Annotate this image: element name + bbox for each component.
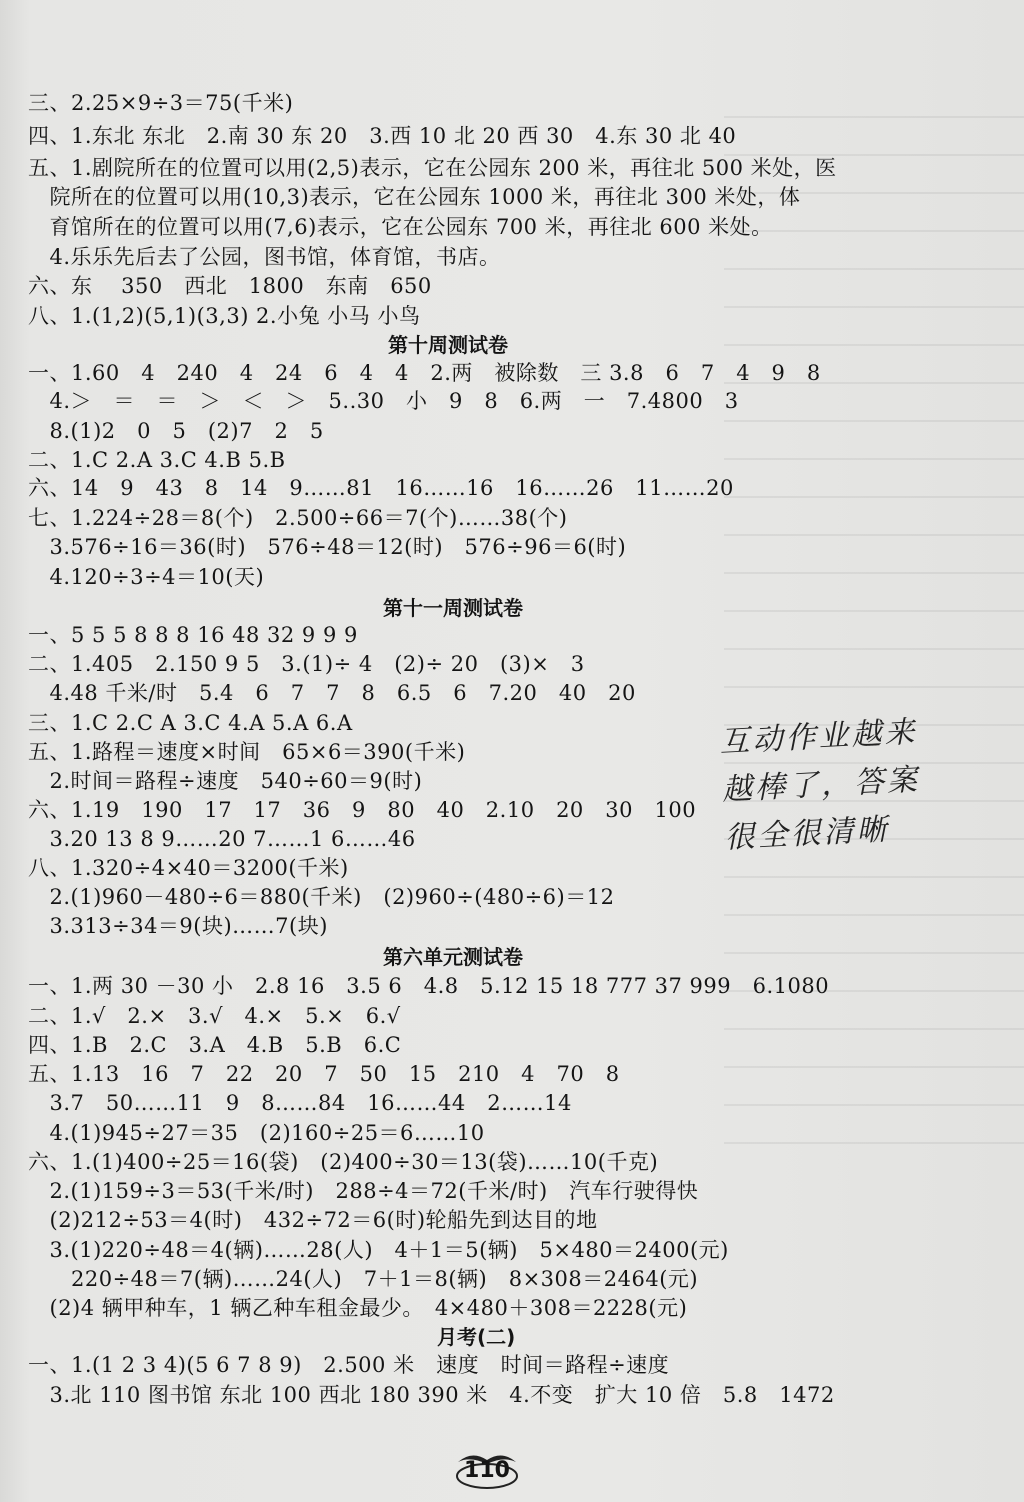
answer-line: 220÷48＝7(辆)……24(人) 7＋1＝8(辆) 8×308＝2464(元): [28, 1267, 699, 1291]
answer-line: 三、1.C 2.C A 3.C 4.A 5.A 6.A: [28, 711, 353, 735]
answer-line: 四、1.B 2.C 3.A 4.B 5.B 6.C: [28, 1033, 402, 1057]
section-heading: 第十一周测试卷: [383, 596, 523, 620]
answer-line: 二、1.C 2.A 3.C 4.B 5.B: [28, 448, 286, 472]
answer-line: 3.313÷34＝9(块)……7(块): [28, 914, 328, 938]
answer-line: 4.(1)945÷27＝35 (2)160÷25＝6……10: [28, 1121, 485, 1145]
handwritten-comment: [718, 705, 985, 862]
answer-line: 八、1.320÷4×40＝3200(千米): [28, 856, 349, 880]
answer-line: 一、1.(1 2 3 4)(5 6 7 8 9) 2.500 米 速度 时间＝路程÷速度: [28, 1353, 670, 1377]
answer-line: 2.时间＝路程÷速度 540÷60＝9(时): [28, 769, 423, 793]
section-heading: 月考(二): [437, 1325, 516, 1349]
answer-line: 3.(1)220÷48＝4(辆)……28(人) 4＋1＝5(辆) 5×480＝2400(元): [28, 1238, 729, 1262]
answer-line: 五、1.路程＝速度×时间 65×6＝390(千米): [28, 740, 466, 764]
answer-line: 五、1.13 16 7 22 20 7 50 15 210 4 70 8: [28, 1062, 620, 1086]
answer-line: 一、1.两 30 －30 小 2.8 16 3.5 6 4.8 5.12 15 18 777 37 999 6.1080: [28, 974, 830, 998]
answer-line: 4.＞ ＝ ＝ ＞ ＜ ＞ 5..30 小 9 8 6.两 一 7.4800 3: [28, 389, 739, 413]
answer-line: 一、1.60 4 240 4 24 6 4 4 2.两 被除数 三 3.8 6 7 4 9 8: [28, 361, 821, 385]
answer-line: 2.(1)960－480÷6＝880(千米) (2)960÷(480÷6)＝12: [28, 885, 615, 909]
answer-line: 3.576÷16＝36(时) 576÷48＝12(时) 576÷96＝6(时): [28, 535, 627, 559]
section-heading: 第十周测试卷: [388, 333, 508, 357]
answer-line: 4.120÷3÷4＝10(天): [28, 565, 265, 589]
handwritten-line: 越棒了，答案: [721, 762, 921, 808]
answer-line: 三、2.25×9÷3＝75(千米): [28, 91, 294, 115]
answer-line: 8.(1)2 0 5 (2)7 2 5: [28, 419, 324, 443]
answer-line: 3.7 50……11 9 8……84 16……44 2……14: [28, 1091, 572, 1115]
answer-line: (2)212÷53＝4(时) 432÷72＝6(时)轮船先到达目的地: [28, 1208, 598, 1232]
answer-line: 二、1.√ 2.× 3.√ 4.× 5.× 6.√: [28, 1004, 401, 1028]
bleed-through-text: [724, 80, 1024, 1180]
answer-line: 一、5 5 5 8 8 8 16 48 32 9 9 9: [28, 623, 358, 647]
page-number-text: 110: [464, 1458, 510, 1483]
handwritten-line: 很全很清晰: [723, 812, 891, 856]
answer-line: 四、1.东北 东北 2.南 30 东 20 3.西 10 北 20 西 30 4.东 30 北 40: [28, 124, 737, 148]
answer-line: 六、14 9 43 8 14 9……81 16……16 16……26 11……20: [28, 476, 734, 500]
section-heading: 第六单元测试卷: [383, 945, 523, 969]
answer-line: 五、1.剧院所在的位置可以用(2,5)表示，它在公园东 200 米，再往北 500 米处，医: [28, 156, 837, 180]
handwritten-line: 互动作业越来: [718, 714, 919, 760]
answer-line: 二、1.405 2.150 9 5 3.(1)÷ 4 (2)÷ 20 (3)× 3: [28, 652, 585, 676]
answer-line: 院所在的位置可以用(10,3)表示，它在公园东 1000 米，再往北 300 米处，体: [28, 185, 801, 209]
answer-line: 八、1.(1,2)(5,1)(3,3) 2.小兔 小马 小鸟: [28, 304, 421, 328]
answer-line: 七、1.224÷28＝8(个) 2.500÷66＝7(个)……38(个): [28, 506, 568, 530]
answer-line: 3.20 13 8 9……20 7……1 6……46: [28, 827, 416, 851]
answer-line: 六、1.(1)400÷25＝16(袋) (2)400÷30＝13(袋)……10(千克): [28, 1150, 659, 1174]
answer-line: (2)4 辆甲种车，1 辆乙种车租金最少。 4×480＋308＝2228(元): [28, 1296, 688, 1320]
answer-line: 育馆所在的位置可以用(7,6)表示，它在公园东 700 米，再往北 600 米处。: [28, 215, 773, 239]
answer-line: 六、1.19 190 17 17 36 9 80 40 2.10 20 30 100: [28, 798, 697, 822]
answer-line: 4.48 千米/时 5.4 6 7 7 8 6.5 6 7.20 40 20: [28, 681, 636, 705]
answer-line: 2.(1)159÷3＝53(千米/时) 288÷4＝72(千米/时) 汽车行驶得快: [28, 1179, 699, 1203]
answer-line: 3.北 110 图书馆 东北 100 西北 180 390 米 4.不变 扩大 10 倍 5.8 1472: [28, 1383, 835, 1407]
answer-line: 4.乐乐先后去了公园，图书馆，体育馆，书店。: [28, 245, 501, 269]
page-number: [452, 1448, 522, 1490]
answer-line: 六、东 350 西北 1800 东南 650: [28, 274, 432, 298]
